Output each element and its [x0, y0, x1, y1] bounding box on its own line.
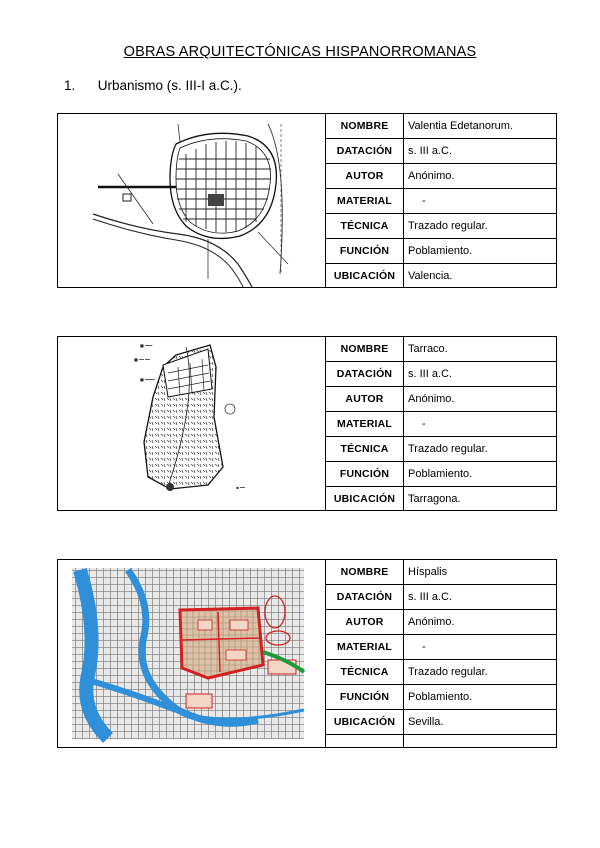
empty-label-cell — [326, 735, 404, 748]
label-material: MATERIAL — [326, 189, 404, 214]
label-funcion: FUNCIÓN — [326, 239, 404, 264]
work-info-table — [326, 337, 557, 511]
value-material: - — [404, 635, 558, 660]
section-number: 1. — [64, 78, 76, 93]
table-row — [326, 487, 557, 512]
table-row — [326, 610, 557, 635]
value-material: - — [404, 412, 558, 437]
value-funcion: Poblamiento. — [404, 685, 558, 710]
value-nombre: Híspalis — [408, 566, 448, 578]
value-ubicacion: Tarragona. — [404, 487, 558, 512]
table-row — [326, 437, 557, 462]
svg-text:■ ═══: ■ ═══ — [140, 343, 153, 348]
value-datacion: s. III a.C. — [404, 139, 558, 164]
work-info-table — [326, 560, 557, 747]
hispalis-city-plan-map — [58, 560, 326, 747]
table-row — [326, 362, 557, 387]
label-datacion: DATACIÓN — [326, 139, 404, 164]
value-autor: Anónimo. — [404, 610, 558, 635]
value-funcion: Poblamiento. — [404, 239, 558, 264]
table-row — [326, 164, 557, 189]
table-row — [326, 214, 557, 239]
value-datacion: s. III a.C. — [404, 585, 558, 610]
table-row — [326, 114, 557, 139]
label-tecnica: TÉCNICA — [326, 437, 404, 462]
table-row — [326, 264, 557, 289]
label-ubicacion: UBICACIÓN — [326, 487, 404, 512]
table-row — [326, 239, 557, 264]
value-datacion: s. III a.C. — [404, 362, 558, 387]
table-row — [326, 635, 557, 660]
tarraco-city-plan-map — [58, 337, 326, 510]
table-row — [326, 337, 557, 362]
table-row — [326, 189, 557, 214]
table-row — [326, 387, 557, 412]
work-card-valentia — [57, 113, 557, 288]
document-title: OBRAS ARQUITECTÓNICAS HISPANORROMANAS — [123, 44, 477, 60]
label-tecnica: TÉCNICA — [326, 660, 404, 685]
label-funcion: FUNCIÓN — [326, 462, 404, 487]
table-row — [326, 660, 557, 685]
svg-text:▪ ══: ▪ ══ — [236, 485, 245, 490]
value-nombre: Tarraco. — [408, 343, 448, 355]
table-row — [326, 585, 557, 610]
work-card-tarraco — [57, 336, 557, 511]
value-nombre: Valentia Edetanorum. — [408, 120, 513, 132]
table-row — [326, 462, 557, 487]
value-material: - — [404, 189, 558, 214]
work-info-table — [326, 114, 557, 288]
svg-text:■ ════: ■ ════ — [140, 377, 155, 382]
label-ubicacion: UBICACIÓN — [326, 710, 404, 735]
value-tecnica: Trazado regular. — [404, 214, 558, 239]
value-tecnica: Trazado regular. — [404, 660, 558, 685]
value-autor: Anónimo. — [404, 387, 558, 412]
empty-value-cell — [404, 735, 558, 748]
value-tecnica: Trazado regular. — [404, 437, 558, 462]
section-heading — [64, 78, 242, 93]
table-row — [326, 685, 557, 710]
label-material: MATERIAL — [326, 635, 404, 660]
value-funcion: Poblamiento. — [404, 462, 558, 487]
table-row — [326, 139, 557, 164]
label-autor: AUTOR — [326, 610, 404, 635]
label-nombre: NOMBRE — [326, 337, 404, 362]
label-nombre: NOMBRE — [326, 114, 404, 139]
table-row-empty — [326, 735, 557, 748]
label-nombre: NOMBRE — [326, 560, 404, 585]
label-funcion: FUNCIÓN — [326, 685, 404, 710]
table-row — [326, 710, 557, 735]
label-datacion: DATACIÓN — [326, 585, 404, 610]
label-material: MATERIAL — [326, 412, 404, 437]
value-ubicacion: Sevilla. — [404, 710, 558, 735]
label-datacion: DATACIÓN — [326, 362, 404, 387]
table-row — [326, 560, 557, 585]
value-ubicacion: Valencia. — [404, 264, 558, 289]
section-title: Urbanismo (s. III-I a.C.). — [97, 78, 242, 93]
label-autor: AUTOR — [326, 387, 404, 412]
work-card-hispalis — [57, 559, 557, 748]
value-autor: Anónimo. — [404, 164, 558, 189]
svg-text:■ ══ ══: ■ ══ ══ — [134, 357, 150, 362]
label-autor: AUTOR — [326, 164, 404, 189]
table-row — [326, 412, 557, 437]
valentia-city-plan-map — [58, 114, 326, 287]
label-ubicacion: UBICACIÓN — [326, 264, 404, 289]
label-tecnica: TÉCNICA — [326, 214, 404, 239]
